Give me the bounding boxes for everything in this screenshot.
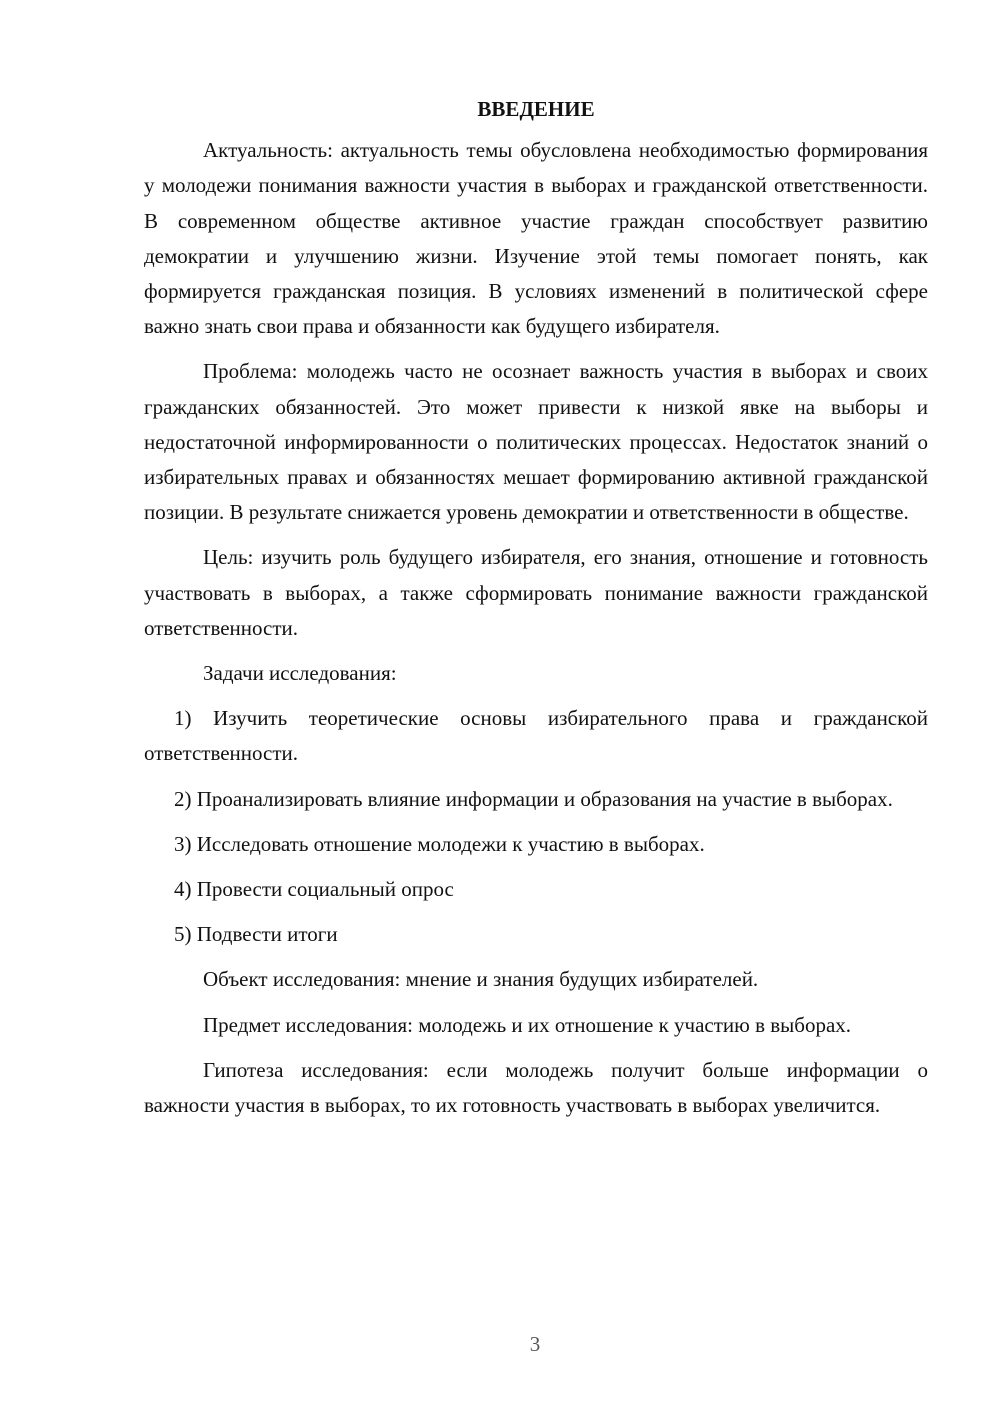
section-title: ВВЕДЕНИЕ: [477, 97, 595, 121]
relevance-paragraph: Актуальность: актуальность темы обусловлена необходимостью формирования у молодежи понимания важности участия в выборах и гражданской ответственности. В современном обществе активное участие граждан способствует развитию демократии и улучшению жизни. Изучение этой темы помогает понять, как формируется гражданская позиция. В условиях изменений в политической сфере важно знать свои права и обязанности как будущего избирателя.: [144, 138, 928, 339]
page-number: 3: [529, 1332, 541, 1356]
task-item-1: 1) Изучить теоретические основы избирательного права и гражданской ответственности.: [144, 706, 928, 766]
goal-paragraph: Цель: изучить роль будущего избирателя, его знания, отношение и готовность участвовать в выборах, а также сформировать понимание важности гражданской ответственности.: [144, 545, 928, 640]
subject-paragraph: Предмет исследования: молодежь и их отношение к участию в выборах.: [203, 1012, 852, 1037]
task-item-2: 2) Проанализировать влияние информации и образования на участие в выборах.: [174, 786, 893, 811]
task-item-5: 5) Подвести итоги: [174, 922, 338, 947]
task-item-4: 4) Провести социальный опрос: [174, 877, 454, 902]
tasks-heading: Задачи исследования:: [203, 661, 397, 686]
hypothesis-paragraph: Гипотеза исследования: если молодежь получит больше информации о важности участия в выборах, то их готовность участвовать в выборах увеличится.: [144, 1057, 928, 1118]
document-page: [144, 92, 928, 1133]
task-item-3: 3) Исследовать отношение молодежи к участию в выборах.: [174, 831, 705, 856]
object-paragraph: Объект исследования: мнение и знания будущих избирателей.: [203, 967, 759, 992]
problem-paragraph: Проблема: молодежь часто не осознает важность участия в выборах и своих гражданских обязанностей. Это может привести к низкой явке на выборы и недостаточной информированности о политических процессах. Недостаток знаний о избирательных правах и обязанностях мешает формированию активной гражданской позиции. В результате снижается уровень демократии и ответственности в обществе.: [144, 359, 928, 525]
